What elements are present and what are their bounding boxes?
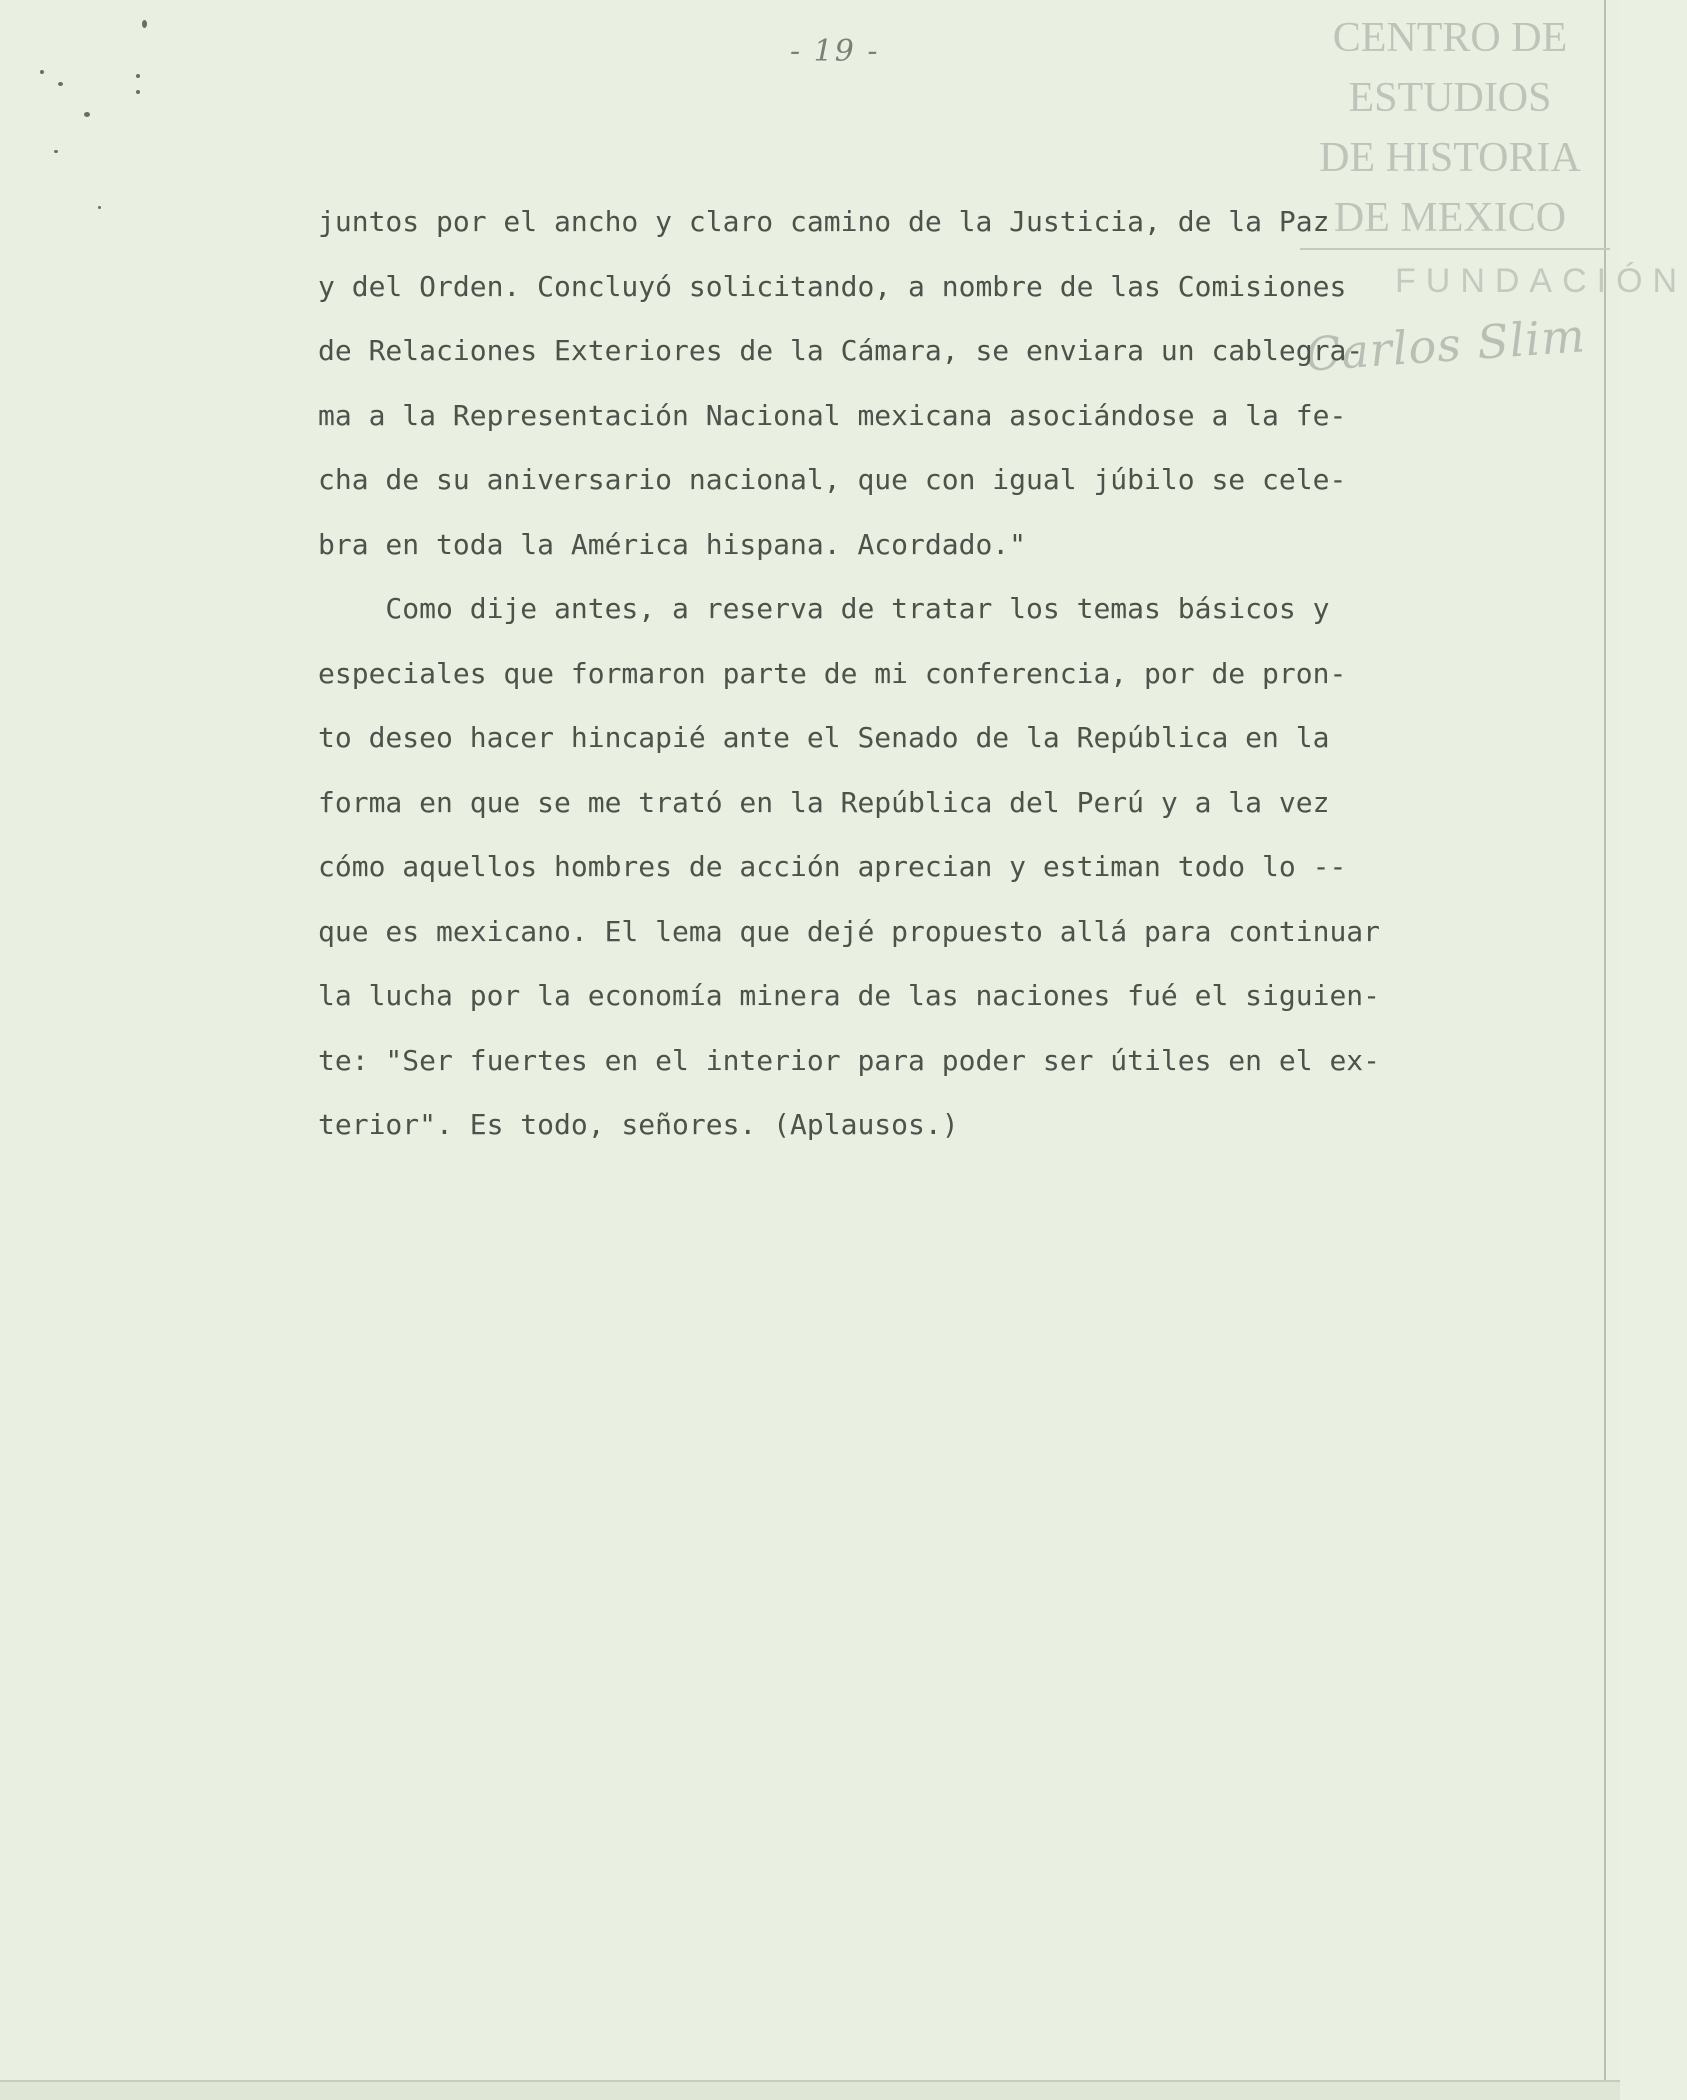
page-edge-right — [1604, 0, 1606, 2080]
ink-speck — [136, 74, 140, 78]
text-line: la lucha por la economía minera de las naciones fué el siguien- — [318, 979, 1381, 1012]
text-line: Como dije antes, a reserva de tratar los temas básicos y — [318, 592, 1330, 625]
text-line: ma a la Representación Nacional mexicana asociándose a la fe- — [318, 398, 1347, 432]
text-line: y del Orden. Concluyó solicitando, a nombre de las Comisiones — [318, 269, 1347, 303]
ink-speck — [40, 70, 44, 74]
text-line: cha de su aniversario nacional, que con igual júbilo se cele- — [318, 463, 1347, 496]
watermark-line: ESTUDIOS — [1348, 75, 1552, 121]
watermark-line: DE HISTORIA — [1319, 135, 1581, 181]
text-line: de Relaciones Exteriores de la Cámara, se enviara un cablegra- — [318, 334, 1364, 367]
typed-body-text — [318, 190, 1548, 1158]
ink-speck — [98, 206, 101, 209]
text-line: especiales que formaron parte de mi conferencia, por de pron- — [318, 656, 1347, 690]
text-line: juntos por el ancho y claro camino de la Justicia, de la Paz — [318, 205, 1330, 238]
text-line: forma en que se me trató en la República del Perú y a la vez — [318, 785, 1330, 819]
text-line: cómo aquellos hombres de acción aprecian y estiman todo lo -- — [318, 850, 1347, 883]
ink-speck — [84, 112, 90, 117]
text-line: terior". Es todo, señores. (Aplausos.) — [318, 1108, 959, 1141]
watermark-signature: Carlos Slim — [1303, 308, 1588, 382]
watermark-line: CENTRO DE — [1332, 15, 1568, 61]
ink-speck — [136, 90, 140, 94]
page-number: - 19 - — [790, 34, 880, 69]
ink-speck — [142, 20, 147, 28]
text-line: bra en toda la América hispana. Acordado." — [318, 527, 1027, 561]
ink-speck — [54, 150, 58, 153]
text-line: que es mexicano. El lema que dejé propuesto allá para continuar — [318, 914, 1381, 948]
watermark-foundation: FUNDACIÓN — [1395, 262, 1687, 300]
watermark-line: DE MEXICO — [1333, 195, 1567, 241]
text-line: to deseo hacer hincapié ante el Senado de la República en la — [318, 721, 1330, 754]
page-edge-bottom — [0, 2080, 1620, 2100]
ink-speck — [58, 82, 63, 86]
text-line: te: "Ser fuertes en el interior para poder ser útiles en el ex- — [318, 1043, 1381, 1077]
